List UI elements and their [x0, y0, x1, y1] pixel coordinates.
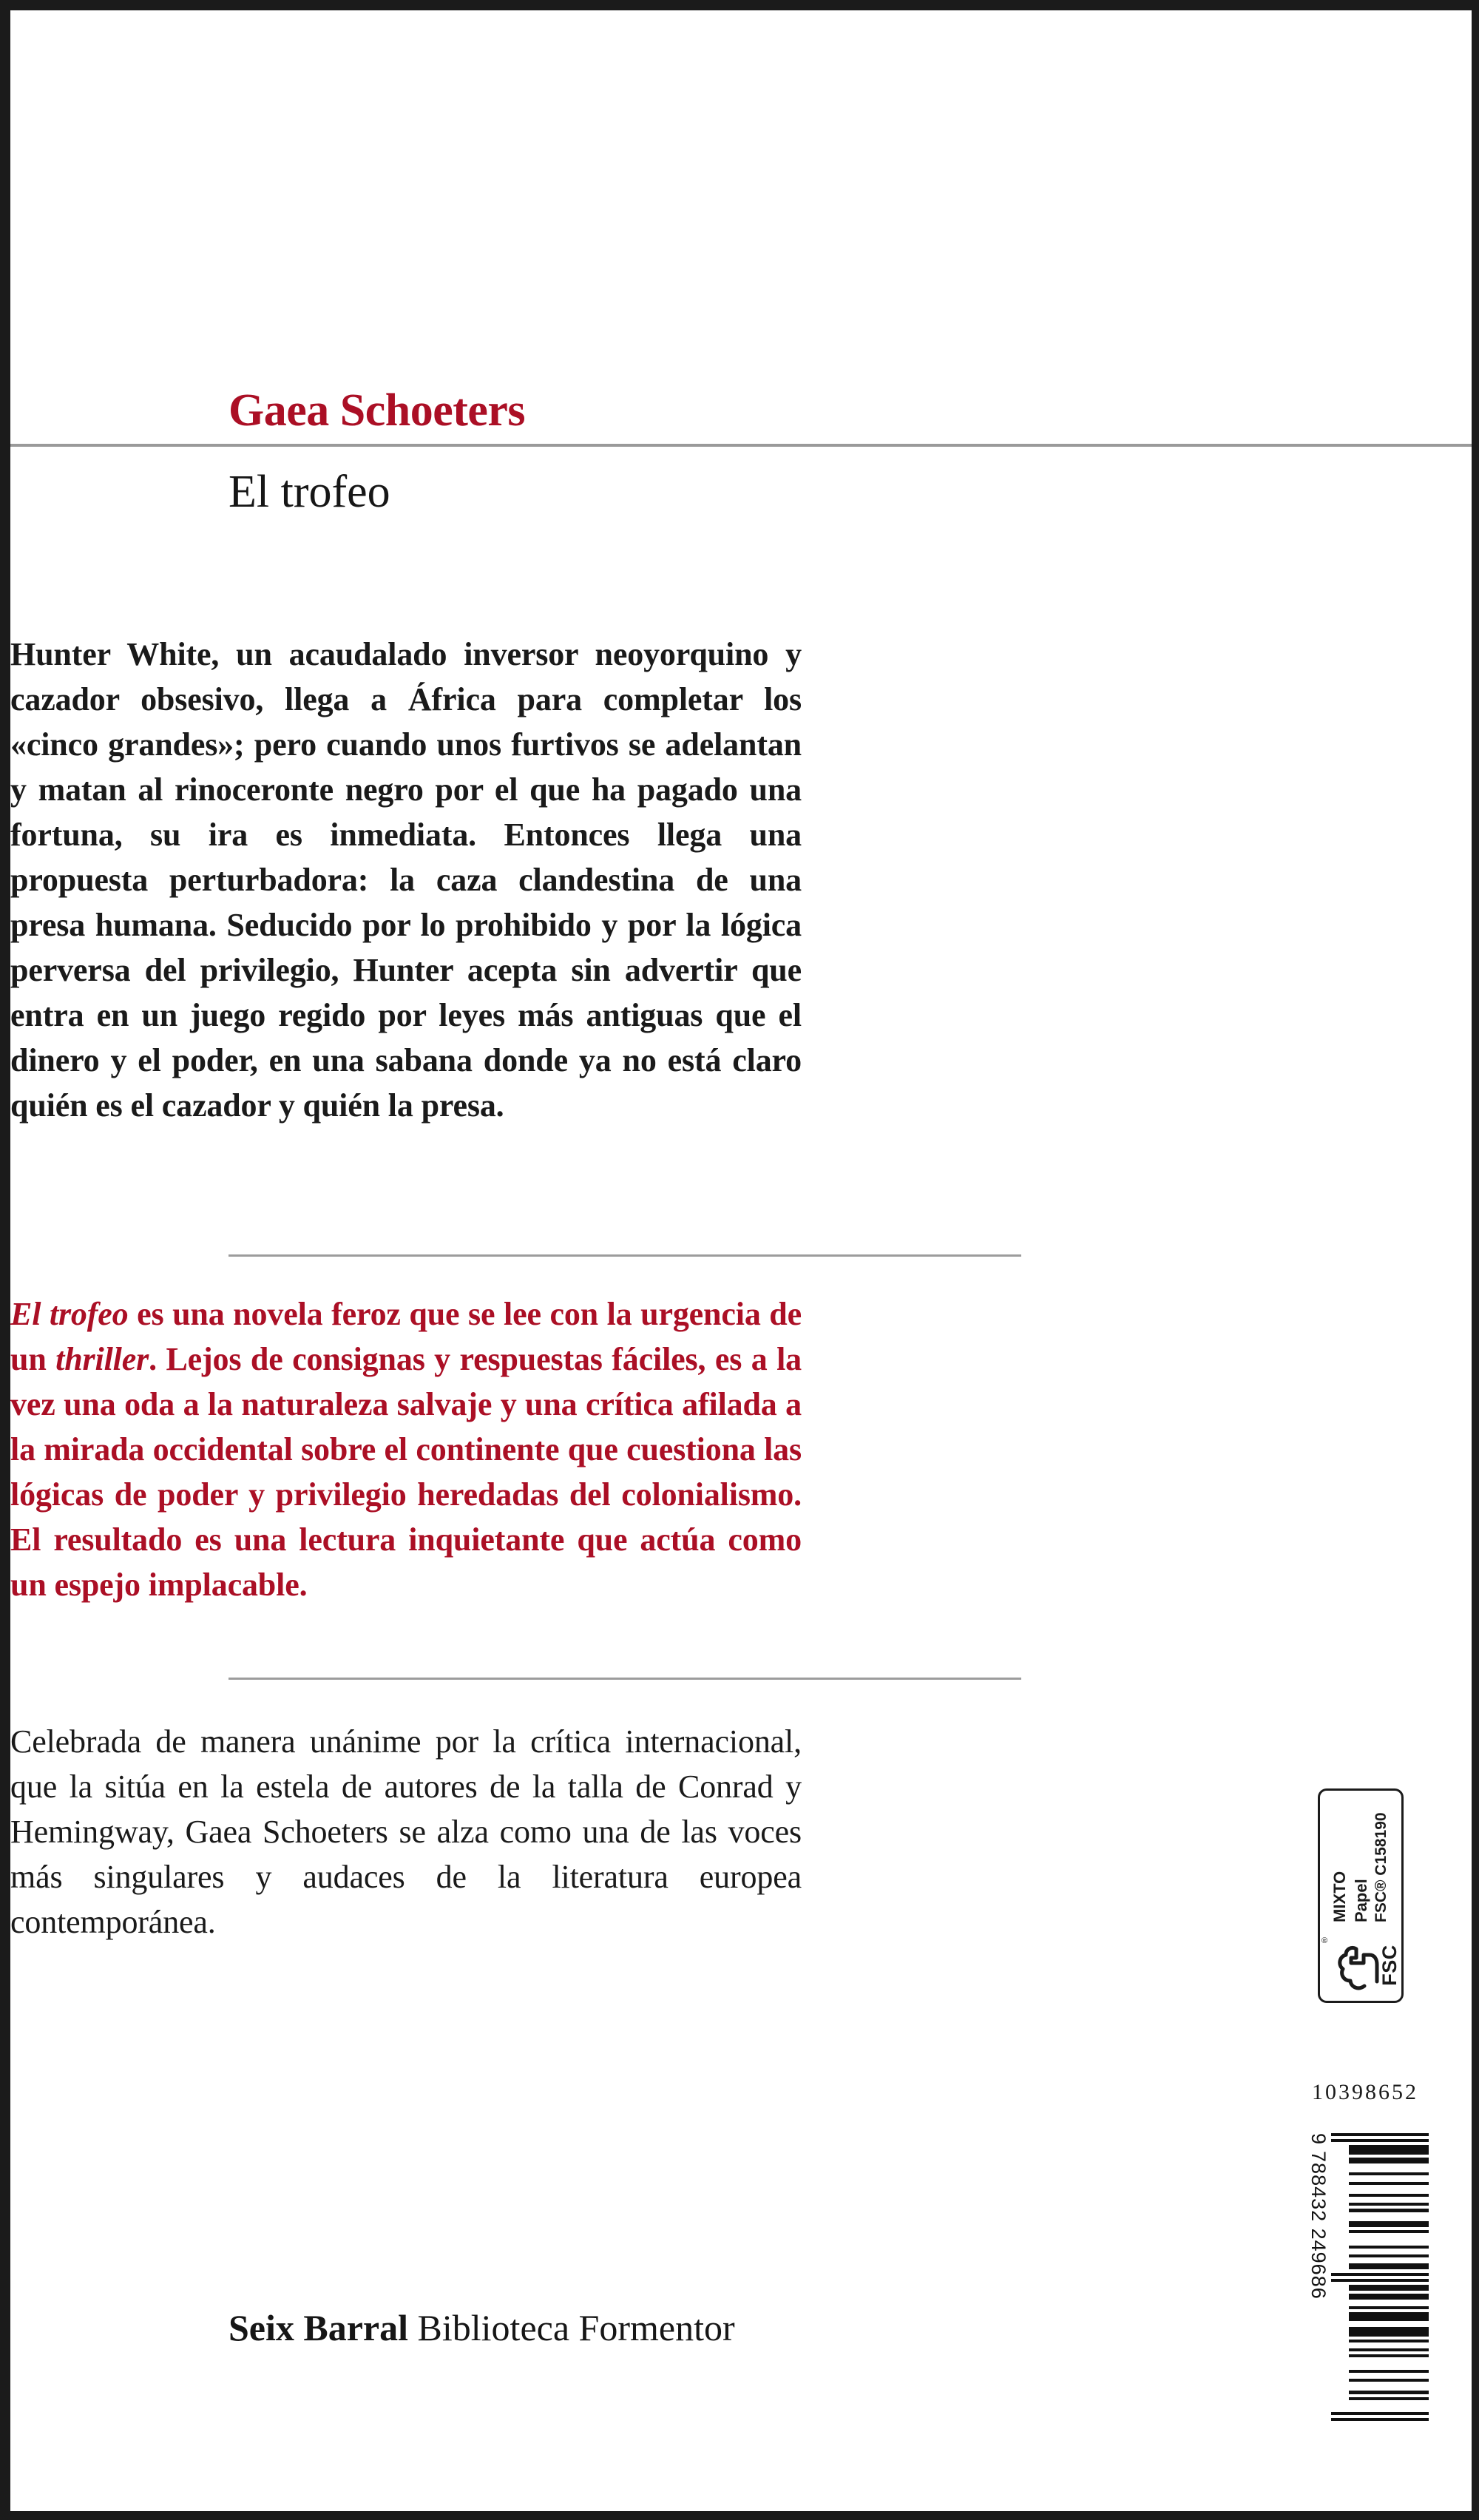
barcode-space [1331, 2185, 1429, 2194]
barcode-body-digits: 788432 249686 [1307, 2151, 1330, 2300]
review-text-1: es una novela feroz que se lee con la urgencia de un [10, 1296, 802, 1377]
barcode-space [1331, 2400, 1429, 2412]
fsc-line-code: FSC® C158190 [1372, 1812, 1390, 1922]
review-paragraph [10, 1291, 802, 1607]
barcode-space [1331, 2342, 1429, 2348]
fsc-label-inner [1320, 1791, 1401, 2001]
fsc-label [1318, 1788, 1404, 2003]
barcode-space [1331, 2233, 1429, 2245]
publisher-imprint [229, 2309, 735, 2346]
barcode-space [1331, 2212, 1429, 2221]
barcode-bar [1349, 2312, 1429, 2321]
barcode-bar [1331, 2418, 1429, 2421]
barcode-space [1331, 2175, 1429, 2181]
barcode-bar [1349, 2263, 1429, 2269]
barcode-space [1331, 2249, 1429, 2254]
praise-paragraph: Celebrada de manera unánime por la crítica internacional, que la sitúa en la estela de autores de la talla de Conrad y Hemingway, Gaea Schoeters se alza como una de las voces más singulares y audaces de la literatura europea contemporánea. [10, 1723, 802, 1940]
barcode-bar [1349, 2145, 1429, 2154]
barcode-space [1331, 2357, 1429, 2369]
fsc-logo [1320, 1930, 1401, 2001]
barcode-space [1331, 2373, 1429, 2379]
barcode-bar [1349, 2285, 1429, 2291]
synopsis-paragraph: Hunter White, un acaudalado inversor neoyorquino y cazador obsesivo, llega a África para completar los «cinco grandes»; pero cuando unos furtivos se adelantan y matan al rinoceronte negro por el que ha pagado una fortuna, su ira es inmediata. Entonces llega una propuesta perturbadora: la caza clandestina de una presa humana. Seducido por lo prohibido y por la lógica perversa del privilegio, Hunter acepta sin advertir que entra en un juego regido por leyes más antiguas que el dinero y el poder, en una sabana donde ya no está claro quién es el cazador y quién la presa. [10, 636, 802, 1124]
barcode-space [1331, 2321, 1429, 2327]
publisher-brand: Seix Barral [229, 2307, 409, 2348]
barcode-bar [1349, 2221, 1429, 2227]
fsc-wordmark: FSC [1378, 1945, 1401, 1986]
author-name: Gaea Schoeters [229, 385, 526, 436]
barcode-space [1331, 2257, 1429, 2263]
barcode-bars [1331, 2133, 1429, 2422]
header-rule [10, 444, 1472, 447]
review-text-2: . Lejos de consignas y respuestas fáciles, es a la vez una oda a la naturaleza salvaje y una crítica afilada a la mirada occidental sobre el continente que cuestiona las lógicas de poder y privilegio heredadas del colonialismo. El resultado es una lectura inquietante que actúa como un espejo implacable. [10, 1341, 802, 1603]
barcode-lead-digit: 9 [1307, 2133, 1330, 2146]
fsc-line-mixto: MIXTO [1330, 1871, 1350, 1922]
separator-rule-2 [229, 1678, 1021, 1680]
internal-code: 10398652 [1312, 2080, 1418, 2104]
barcode-space [1331, 2300, 1429, 2306]
isbn-barcode [1303, 2133, 1429, 2422]
publisher-collection: Biblioteca Formentor [408, 2307, 735, 2348]
book-title: El trofeo [229, 467, 390, 517]
fsc-registered-icon: ® [1321, 1937, 1330, 1944]
barcode-bar [1349, 2294, 1429, 2300]
fsc-tree-checkmark-icon [1335, 1937, 1379, 1993]
fsc-details [1320, 1791, 1401, 1930]
barcode-space [1331, 2197, 1429, 2203]
barcode-bar [1349, 2158, 1429, 2163]
barcode-digits [1307, 2133, 1330, 2422]
isbn-barcode-rotated [1303, 2133, 1429, 2422]
review-title-italic: El trofeo [10, 1296, 129, 1332]
review-thriller-italic: thriller [55, 1341, 149, 1377]
barcode-space [1331, 2382, 1429, 2391]
fsc-line-papel: Papel [1351, 1879, 1370, 1922]
barcode-space [1331, 2163, 1429, 2172]
barcode-bar [1349, 2327, 1429, 2336]
separator-rule-1 [229, 1254, 1021, 1257]
